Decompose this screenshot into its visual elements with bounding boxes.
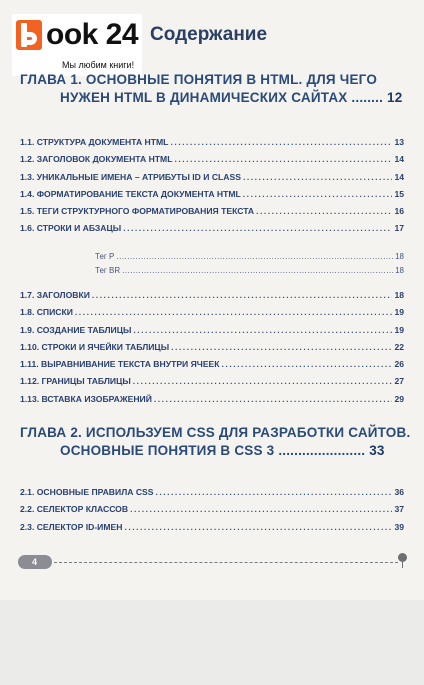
- toc-row: [20, 134, 404, 151]
- chapter-1-title-rest: НУЖЕН HTML В ДИНАМИЧЕСКИХ САЙТАХ: [60, 90, 348, 105]
- toc-row: [20, 169, 404, 186]
- toc-row: [20, 322, 404, 339]
- scan-background: [0, 600, 424, 685]
- toc-label: 1.9. СОЗДАНИЕ ТАБЛИЦЫ: [20, 324, 132, 335]
- toc-row: [20, 356, 404, 373]
- toc-section-1: [20, 134, 404, 238]
- toc-leader: [124, 519, 392, 536]
- toc-row: [20, 287, 404, 304]
- toc-leader: [243, 169, 392, 186]
- toc-row: [20, 519, 404, 536]
- toc-row: [20, 186, 404, 203]
- toc-section-2: [20, 287, 404, 408]
- toc-page: 17: [394, 223, 404, 234]
- toc-page: 29: [394, 393, 404, 404]
- toc-label: 1.11. ВЫРАВНИВАНИЕ ТЕКСТА ВНУТРИ ЯЧЕЕК: [20, 359, 220, 370]
- toc-section-3: [20, 484, 404, 536]
- chapter-1-line2: [20, 89, 402, 107]
- toc-leader: [130, 501, 392, 518]
- chapter-2-leader: ......................: [278, 443, 366, 458]
- book24-logo: [12, 14, 142, 76]
- chapter-1-heading: [20, 71, 402, 107]
- toc-leader: [133, 322, 392, 339]
- chapter-2-title-rest: ОСНОВНЫЕ ПОНЯТИЯ В CSS 3: [60, 443, 275, 458]
- toc-row: [20, 484, 404, 501]
- toc-page: 18: [394, 290, 404, 300]
- toc-leader: [154, 391, 393, 408]
- bookmark-pin-icon: [398, 553, 407, 562]
- toc-page: 14: [394, 171, 404, 182]
- toc-leader: [170, 134, 392, 151]
- chapter-2-heading: [20, 424, 410, 460]
- toc-row: [20, 501, 404, 518]
- toc-page: 37: [394, 504, 404, 515]
- book24-b-icon: [16, 20, 42, 50]
- toc-leader: [222, 356, 393, 373]
- toc-subsection: [95, 250, 404, 278]
- toc-page: 26: [394, 359, 404, 370]
- toc-page: 15: [394, 188, 404, 199]
- toc-sub-page: 18: [395, 252, 404, 261]
- toc-page: 16: [394, 206, 404, 217]
- footer-dashed-rule: [54, 562, 398, 563]
- toc-page: 22: [394, 341, 404, 352]
- toc-label: 1.5. ТЕГИ СТРУКТУРНОГО ФОРМАТИРОВАНИЯ ТЕКСТА: [20, 206, 255, 217]
- toc-sub-row: [95, 250, 404, 264]
- toc-page: 36: [394, 487, 404, 497]
- toc-label: 1.3. УНИКАЛЬНЫЕ ИМЕНА – АТРИБУТЫ ID И CLASS: [20, 171, 241, 182]
- toc-leader: [256, 203, 392, 220]
- chapter-2-line2: [20, 442, 410, 460]
- chapter-2-page: 33: [369, 443, 385, 458]
- toc-row: [20, 339, 404, 356]
- logo-tagline: Мы любим книги!: [62, 60, 135, 70]
- toc-leader: [155, 484, 392, 501]
- page-number-badge: 4: [18, 555, 52, 569]
- toc-page: 39: [394, 521, 404, 532]
- toc-leader: [92, 287, 393, 304]
- toc-page: 13: [394, 137, 404, 147]
- chapter-1-leader: ........: [351, 90, 384, 105]
- toc-label: 1.6. СТРОКИ И АБЗАЦЫ: [20, 223, 122, 234]
- page-title: Содержание: [150, 24, 268, 45]
- toc-label: 2.3. СЕЛЕКТОР ID-ИМЕН: [20, 521, 123, 532]
- chapter-1-line1: ГЛАВА 1. ОСНОВНЫЕ ПОНЯТИЯ В HTML. ДЛЯ ЧЕГО: [20, 72, 378, 87]
- toc-page: 19: [394, 324, 404, 335]
- toc-sub-label: Тег BR: [95, 266, 121, 275]
- toc-label: 1.7. ЗАГОЛОВКИ: [20, 290, 90, 300]
- toc-label: 2.2. СЕЛЕКТОР КЛАССОВ: [20, 504, 129, 515]
- toc-page: 27: [394, 376, 404, 387]
- toc-label: 1.8. СПИСКИ: [20, 307, 73, 318]
- toc-label: 1.1. СТРУКТУРА ДОКУМЕНТА HTML: [20, 137, 169, 147]
- toc-label: 1.4. ФОРМАТИРОВАНИЕ ТЕКСТА ДОКУМЕНТА HTML: [20, 188, 241, 199]
- toc-label: 1.2. ЗАГОЛОВОК ДОКУМЕНТА HTML: [20, 154, 173, 165]
- chapter-1-page: 12: [386, 90, 403, 105]
- toc-leader: [133, 373, 393, 390]
- toc-row: [20, 220, 404, 237]
- toc-leader: [171, 339, 392, 356]
- toc-sub-label: Тег P: [95, 252, 115, 261]
- toc-sub-row: [95, 264, 404, 278]
- toc-page: 14: [394, 154, 404, 165]
- toc-label: 1.12. ГРАНИЦЫ ТАБЛИЦЫ: [20, 376, 131, 387]
- toc-leader: [122, 264, 393, 278]
- toc-row: [20, 151, 404, 168]
- toc-sub-page: 18: [395, 266, 404, 275]
- toc-leader: [116, 250, 393, 264]
- chapter-2-line1: ГЛАВА 2. ИСПОЛЬЗУЕМ CSS ДЛЯ РАЗРАБОТКИ САЙТОВ.: [20, 425, 411, 440]
- toc-leader: [75, 304, 393, 321]
- toc-label: 2.1. ОСНОВНЫЕ ПРАВИЛА CSS: [20, 487, 154, 497]
- toc-leader: [174, 151, 392, 168]
- logo-wordmark: ook 24: [46, 18, 139, 51]
- toc-leader: [123, 220, 392, 237]
- toc-leader: [243, 186, 393, 203]
- toc-label: 1.13. ВСТАВКА ИЗОБРАЖЕНИЙ: [20, 393, 152, 404]
- toc-row: [20, 373, 404, 390]
- toc-label: 1.10. СТРОКИ И ЯЧЕЙКИ ТАБЛИЦЫ: [20, 341, 170, 352]
- toc-row: [20, 391, 404, 408]
- toc-page: 19: [394, 307, 404, 318]
- toc-row: [20, 304, 404, 321]
- toc-row: [20, 203, 404, 220]
